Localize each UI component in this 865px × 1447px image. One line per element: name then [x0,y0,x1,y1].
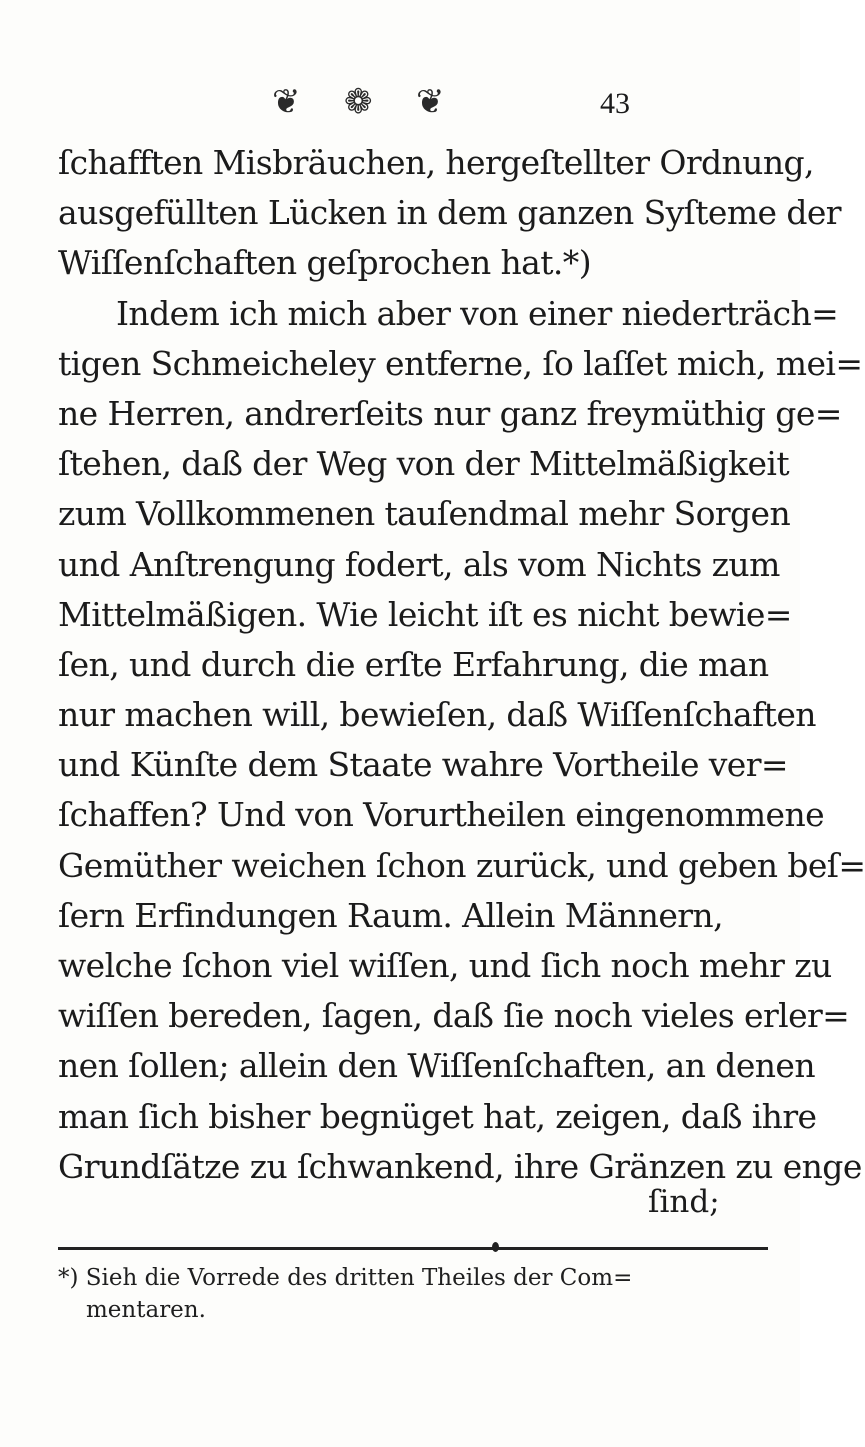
text-line: nur machen will, bewieſen, daß Wiſſenſchaften [58,695,816,735]
text-line: ne Herren, andrerſeits nur ganz freymüthig ge= [58,393,842,433]
text-line: Grundſätze zu ſchwankend, ihre Gränzen zu enge [58,1146,862,1186]
footnote-line: mentaren. [86,1297,206,1323]
right-fleuron-icon: ❦ [416,82,445,122]
text-line: ſtehen, daß der Weg von der Mittelmäßigkeit [58,444,789,484]
text-line: Wiſſenſchaften geſprochen hat.*) [58,243,591,283]
text-line: man ſich bisher begnüget hat, zeigen, daß ihre [58,1096,817,1136]
text-line: ſchaffen? Und von Vorurtheilen eingenommene [58,795,825,835]
footnote-divider [58,1247,768,1250]
text-line: ſchafften Misbräuchen, hergeſtellter Ordnung, [58,143,814,182]
text-line: wiſſen bereden, ſagen, daß ſie noch vieles erler= [58,996,850,1036]
paragraph-start-line: Indem ich mich aber von einer niederträch= [116,293,839,333]
body-text [58,138,865,1192]
page-number: 43 [600,87,630,120]
text-line: tigen Schmeicheley entferne, ſo laſſet mich, mei= [58,343,863,383]
text-line: ſern Erfindungen Raum. Allein Männern, [58,895,723,935]
footnote [58,1262,758,1326]
text-line: und Künſte dem Staate wahre Vortheile ver= [58,745,788,785]
text-line: zum Vollkommenen tauſendmal mehr Sorgen [58,494,791,534]
divider-mark [492,1242,499,1252]
catchword: ſind; [648,1184,720,1220]
left-fleuron-icon: ❦ [272,82,301,122]
text-line: Mittelmäßigen. Wie leicht iſt es nicht bewie= [58,594,792,634]
text-line: nen ſollen; allein den Wiſſenſchaften, an denen [58,1046,815,1086]
text-line: welche ſchon viel wiſſen, und ſich noch mehr zu [58,946,832,985]
text-line: und Anſtrengung fodert, als vom Nichts zum [58,544,780,584]
page-header [0,84,800,124]
text-line: Gemüther weichen ſchon zurück, und geben beſ= [58,845,865,885]
center-flower-ornament-icon: ❁ [344,82,373,122]
text-line: ſen, und durch die erſte Erfahrung, die man [58,644,769,684]
text-line: ausgefüllten Lücken in dem ganzen Syſteme der [58,193,841,233]
footnote-line: *) Sieh die Vorrede des dritten Theiles der Com= [58,1265,633,1291]
